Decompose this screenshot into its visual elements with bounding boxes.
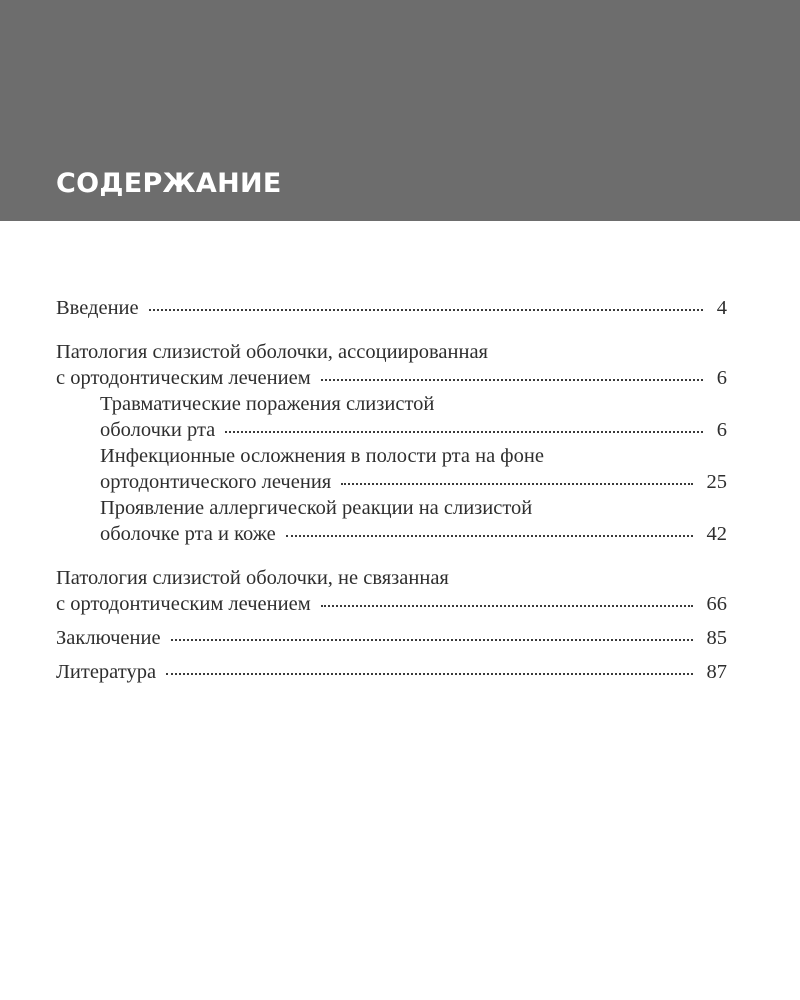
toc-page-number: 85 xyxy=(706,627,727,649)
toc-entry-title: Литература xyxy=(56,661,157,683)
toc-entry-section-1-2[interactable] xyxy=(56,443,727,495)
toc-page-number: 6 xyxy=(716,367,727,389)
toc-entry-title-line1: Проявление аллергической реакции на слизистой xyxy=(100,497,533,519)
toc-entry-title-line1: Патология слизистой оболочки, ассоциированная xyxy=(56,341,488,363)
toc-entry-line xyxy=(56,295,727,321)
toc-entry-title-line1: Патология слизистой оболочки, не связанная xyxy=(56,567,449,589)
toc-page-number: 66 xyxy=(706,593,727,615)
toc-entry-title-line2: оболочки рта xyxy=(100,419,216,441)
dot-leader xyxy=(149,309,703,311)
toc-entry-title-line2: с ортодонтическим лечением xyxy=(56,593,311,615)
toc-entry-title-line1: Инфекционные осложнения в полости рта на фоне xyxy=(100,445,544,467)
dot-leader xyxy=(166,673,692,675)
toc-page-number: 42 xyxy=(706,523,727,545)
toc-entry-title-line2: ортодонтического лечения xyxy=(100,471,332,493)
toc-entry-line xyxy=(56,659,727,685)
toc-entry-section-1-1[interactable] xyxy=(56,391,727,443)
toc-entry-references[interactable] xyxy=(56,659,727,685)
toc-entry-title: Введение xyxy=(56,297,139,319)
dot-leader xyxy=(225,431,702,433)
dot-leader xyxy=(321,379,703,381)
toc-entry-line xyxy=(100,469,727,495)
toc-entry-conclusion[interactable] xyxy=(56,625,727,651)
toc-entry-title-line2: с ортодонтическим лечением xyxy=(56,367,311,389)
toc-entry-line xyxy=(56,365,727,391)
dot-leader xyxy=(321,605,693,607)
toc-page-number: 6 xyxy=(716,419,727,441)
toc-entry-section-1-3[interactable] xyxy=(56,495,727,547)
toc-entry-title: Заключение xyxy=(56,627,161,649)
toc-entry-line xyxy=(56,625,727,651)
toc-entry-title-line1: Травматические поражения слизистой xyxy=(100,393,435,415)
toc-page-number: 87 xyxy=(706,661,727,683)
toc-page-number: 25 xyxy=(706,471,727,493)
dot-leader xyxy=(171,639,693,641)
table-of-contents xyxy=(56,295,727,685)
toc-entry-line xyxy=(100,521,727,547)
toc-entry-chapter-2[interactable] xyxy=(56,565,727,617)
toc-entry-title-line2: оболочке рта и коже xyxy=(100,523,276,545)
toc-entry-chapter-1[interactable] xyxy=(56,339,727,391)
toc-entry-introduction[interactable] xyxy=(56,295,727,321)
toc-page-number: 4 xyxy=(716,297,727,319)
page-title: СОДЕРЖАНИЕ xyxy=(56,168,282,199)
toc-entry-line xyxy=(56,591,727,617)
toc-entry-line xyxy=(100,417,727,443)
dot-leader xyxy=(286,535,693,537)
dot-leader xyxy=(341,483,692,485)
